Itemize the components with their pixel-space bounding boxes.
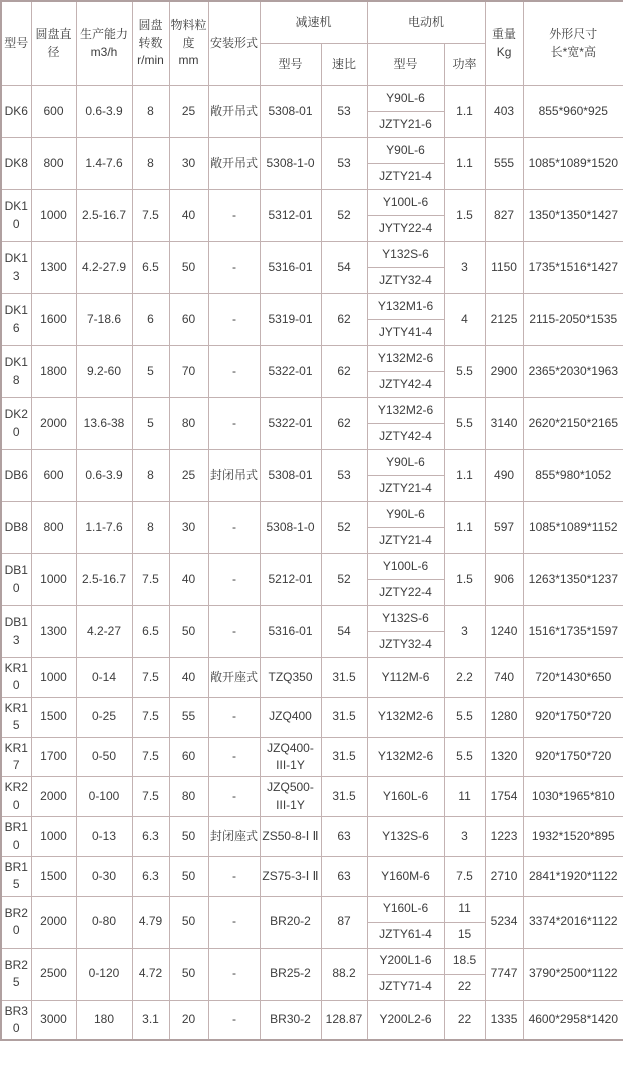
cell-rotation: 6.3 bbox=[132, 856, 169, 896]
cell-granularity: 50 bbox=[169, 856, 208, 896]
cell-model: KR15 bbox=[1, 697, 31, 737]
cell-dimensions: 3790*2500*1122 bbox=[523, 948, 623, 1000]
cell-motor-model: Y132M1-6 bbox=[367, 294, 444, 320]
cell-diameter: 1500 bbox=[31, 697, 76, 737]
cell-motor-model: JZTY21-4 bbox=[367, 164, 444, 190]
cell-motor-model: JZTY42-4 bbox=[367, 424, 444, 450]
cell-motor-model: Y200L2-6 bbox=[367, 1000, 444, 1040]
cell-motor-model: Y132S-6 bbox=[367, 817, 444, 857]
cell-diameter: 3000 bbox=[31, 1000, 76, 1040]
cell-model: DK13 bbox=[1, 242, 31, 294]
cell-dimensions: 3374*2016*1122 bbox=[523, 896, 623, 948]
table-row bbox=[1, 242, 623, 268]
cell-installation: - bbox=[208, 777, 260, 817]
cell-power: 18.5 bbox=[444, 948, 485, 974]
cell-motor-model: JZTY71-4 bbox=[367, 974, 444, 1000]
cell-granularity: 40 bbox=[169, 658, 208, 698]
cell-installation: 敞开吊式 bbox=[208, 138, 260, 190]
cell-rotation: 8 bbox=[132, 502, 169, 554]
cell-rotation: 6.3 bbox=[132, 817, 169, 857]
cell-model: BR10 bbox=[1, 817, 31, 857]
cell-motor-model: Y100L-6 bbox=[367, 554, 444, 580]
cell-power: 11 bbox=[444, 777, 485, 817]
header-motor-group: 电动机 bbox=[367, 1, 485, 44]
cell-installation: - bbox=[208, 242, 260, 294]
table-row bbox=[1, 398, 623, 424]
cell-motor-model: JZTY61-4 bbox=[367, 922, 444, 948]
cell-motor-model: JZTY21-4 bbox=[367, 528, 444, 554]
header-model: 型号 bbox=[1, 1, 31, 86]
cell-rotation: 7.5 bbox=[132, 658, 169, 698]
cell-motor-model: Y90L-6 bbox=[367, 86, 444, 112]
cell-capacity: 0-50 bbox=[76, 737, 132, 777]
cell-motor-model: Y160L-6 bbox=[367, 777, 444, 817]
cell-granularity: 50 bbox=[169, 242, 208, 294]
table-row bbox=[1, 606, 623, 632]
cell-capacity: 2.5-16.7 bbox=[76, 554, 132, 606]
table-row bbox=[1, 856, 623, 896]
table-row bbox=[1, 777, 623, 817]
cell-motor-model: JZTY32-4 bbox=[367, 632, 444, 658]
cell-reducer-model: 5308-1-0 bbox=[260, 138, 321, 190]
cell-weight: 740 bbox=[485, 658, 523, 698]
header-rotation: 圆盘转数 r/min bbox=[132, 1, 169, 86]
cell-power: 11 bbox=[444, 896, 485, 922]
table-row bbox=[1, 658, 623, 698]
cell-ratio: 52 bbox=[321, 554, 367, 606]
cell-diameter: 1000 bbox=[31, 554, 76, 606]
cell-model: DK10 bbox=[1, 190, 31, 242]
cell-ratio: 54 bbox=[321, 242, 367, 294]
cell-dimensions: 1085*1089*1520 bbox=[523, 138, 623, 190]
cell-ratio: 31.5 bbox=[321, 737, 367, 777]
header-weight: 重量 Kg bbox=[485, 1, 523, 86]
cell-ratio: 128.87 bbox=[321, 1000, 367, 1040]
cell-motor-model: Y160L-6 bbox=[367, 896, 444, 922]
table-row bbox=[1, 502, 623, 528]
cell-diameter: 1500 bbox=[31, 856, 76, 896]
cell-model: DB6 bbox=[1, 450, 31, 502]
cell-weight: 3140 bbox=[485, 398, 523, 450]
table-row bbox=[1, 948, 623, 974]
cell-capacity: 0-25 bbox=[76, 697, 132, 737]
cell-diameter: 1000 bbox=[31, 658, 76, 698]
table-row bbox=[1, 896, 623, 922]
cell-dimensions: 2365*2030*1963 bbox=[523, 346, 623, 398]
cell-diameter: 2000 bbox=[31, 777, 76, 817]
cell-weight: 1320 bbox=[485, 737, 523, 777]
cell-rotation: 8 bbox=[132, 86, 169, 138]
cell-ratio: 62 bbox=[321, 398, 367, 450]
cell-installation: - bbox=[208, 1000, 260, 1040]
cell-dimensions: 2115-2050*1535 bbox=[523, 294, 623, 346]
cell-rotation: 6 bbox=[132, 294, 169, 346]
table-row bbox=[1, 554, 623, 580]
cell-reducer-model: 5308-1-0 bbox=[260, 502, 321, 554]
cell-capacity: 4.2-27.9 bbox=[76, 242, 132, 294]
cell-dimensions: 1350*1350*1427 bbox=[523, 190, 623, 242]
cell-ratio: 53 bbox=[321, 450, 367, 502]
cell-weight: 5234 bbox=[485, 896, 523, 948]
cell-motor-model: JZTY21-6 bbox=[367, 112, 444, 138]
table-row bbox=[1, 294, 623, 320]
cell-ratio: 54 bbox=[321, 606, 367, 658]
cell-weight: 1240 bbox=[485, 606, 523, 658]
cell-weight: 1335 bbox=[485, 1000, 523, 1040]
cell-model: DK20 bbox=[1, 398, 31, 450]
cell-granularity: 40 bbox=[169, 554, 208, 606]
cell-power: 5.5 bbox=[444, 346, 485, 398]
cell-weight: 555 bbox=[485, 138, 523, 190]
cell-granularity: 70 bbox=[169, 346, 208, 398]
header-granularity: 物料粒度 mm bbox=[169, 1, 208, 86]
cell-ratio: 31.5 bbox=[321, 697, 367, 737]
cell-granularity: 80 bbox=[169, 398, 208, 450]
header-reducer-model: 型号 bbox=[260, 44, 321, 86]
cell-installation: - bbox=[208, 346, 260, 398]
cell-dimensions: 1030*1965*810 bbox=[523, 777, 623, 817]
header-diameter: 圆盘直径 bbox=[31, 1, 76, 86]
cell-dimensions: 1516*1735*1597 bbox=[523, 606, 623, 658]
cell-installation: - bbox=[208, 896, 260, 948]
cell-capacity: 180 bbox=[76, 1000, 132, 1040]
cell-capacity: 13.6-38 bbox=[76, 398, 132, 450]
cell-diameter: 1600 bbox=[31, 294, 76, 346]
cell-granularity: 30 bbox=[169, 138, 208, 190]
cell-power: 2.2 bbox=[444, 658, 485, 698]
cell-capacity: 0-30 bbox=[76, 856, 132, 896]
cell-motor-model: Y132M2-6 bbox=[367, 697, 444, 737]
table-row bbox=[1, 190, 623, 216]
cell-granularity: 55 bbox=[169, 697, 208, 737]
cell-capacity: 9.2-60 bbox=[76, 346, 132, 398]
cell-capacity: 0.6-3.9 bbox=[76, 86, 132, 138]
cell-granularity: 25 bbox=[169, 450, 208, 502]
cell-installation: - bbox=[208, 737, 260, 777]
cell-capacity: 0-14 bbox=[76, 658, 132, 698]
cell-motor-model: Y132M2-6 bbox=[367, 737, 444, 777]
table-row bbox=[1, 1000, 623, 1040]
cell-reducer-model: 5322-01 bbox=[260, 346, 321, 398]
cell-power: 1.1 bbox=[444, 502, 485, 554]
cell-motor-model: Y100L-6 bbox=[367, 190, 444, 216]
cell-diameter: 2500 bbox=[31, 948, 76, 1000]
cell-granularity: 50 bbox=[169, 606, 208, 658]
cell-weight: 1150 bbox=[485, 242, 523, 294]
cell-rotation: 6.5 bbox=[132, 242, 169, 294]
cell-model: DB10 bbox=[1, 554, 31, 606]
header-reducer-group: 减速机 bbox=[260, 1, 367, 44]
cell-model: BR20 bbox=[1, 896, 31, 948]
cell-installation: - bbox=[208, 856, 260, 896]
cell-model: DB13 bbox=[1, 606, 31, 658]
cell-weight: 1223 bbox=[485, 817, 523, 857]
cell-ratio: 53 bbox=[321, 86, 367, 138]
cell-rotation: 3.1 bbox=[132, 1000, 169, 1040]
cell-reducer-model: 5308-01 bbox=[260, 450, 321, 502]
cell-power: 3 bbox=[444, 242, 485, 294]
table-row bbox=[1, 697, 623, 737]
cell-diameter: 2000 bbox=[31, 896, 76, 948]
cell-dimensions: 1263*1350*1237 bbox=[523, 554, 623, 606]
cell-power: 5.5 bbox=[444, 737, 485, 777]
cell-weight: 906 bbox=[485, 554, 523, 606]
table-row bbox=[1, 346, 623, 372]
cell-weight: 490 bbox=[485, 450, 523, 502]
cell-model: DK6 bbox=[1, 86, 31, 138]
cell-granularity: 50 bbox=[169, 896, 208, 948]
cell-power: 4 bbox=[444, 294, 485, 346]
cell-motor-model: Y90L-6 bbox=[367, 138, 444, 164]
header-installation: 安装形式 bbox=[208, 1, 260, 86]
cell-power: 15 bbox=[444, 922, 485, 948]
cell-granularity: 50 bbox=[169, 817, 208, 857]
cell-ratio: 62 bbox=[321, 294, 367, 346]
cell-diameter: 1300 bbox=[31, 242, 76, 294]
cell-reducer-model: 5319-01 bbox=[260, 294, 321, 346]
cell-diameter: 600 bbox=[31, 86, 76, 138]
cell-motor-model: Y90L-6 bbox=[367, 450, 444, 476]
cell-installation: 封闭吊式 bbox=[208, 450, 260, 502]
cell-installation: - bbox=[208, 190, 260, 242]
cell-power: 1.5 bbox=[444, 190, 485, 242]
cell-granularity: 60 bbox=[169, 294, 208, 346]
cell-motor-model: Y132S-6 bbox=[367, 242, 444, 268]
cell-rotation: 6.5 bbox=[132, 606, 169, 658]
cell-rotation: 7.5 bbox=[132, 190, 169, 242]
cell-diameter: 1700 bbox=[31, 737, 76, 777]
cell-reducer-model: JZQ400 bbox=[260, 697, 321, 737]
cell-installation: - bbox=[208, 554, 260, 606]
cell-rotation: 8 bbox=[132, 138, 169, 190]
cell-model: DB8 bbox=[1, 502, 31, 554]
cell-granularity: 40 bbox=[169, 190, 208, 242]
cell-reducer-model: TZQ350 bbox=[260, 658, 321, 698]
cell-weight: 597 bbox=[485, 502, 523, 554]
cell-motor-model: Y132M2-6 bbox=[367, 346, 444, 372]
cell-model: BR30 bbox=[1, 1000, 31, 1040]
cell-reducer-model: BR25-2 bbox=[260, 948, 321, 1000]
cell-reducer-model: ZS50-8-Ⅰ Ⅱ bbox=[260, 817, 321, 857]
cell-capacity: 1.4-7.6 bbox=[76, 138, 132, 190]
cell-reducer-model: 5312-01 bbox=[260, 190, 321, 242]
cell-reducer-model: JZQ400-III-1Y bbox=[260, 737, 321, 777]
cell-power: 1.5 bbox=[444, 554, 485, 606]
cell-dimensions: 920*1750*720 bbox=[523, 737, 623, 777]
cell-ratio: 53 bbox=[321, 138, 367, 190]
cell-ratio: 88.2 bbox=[321, 948, 367, 1000]
cell-dimensions: 855*980*1052 bbox=[523, 450, 623, 502]
cell-motor-model: Y132M2-6 bbox=[367, 398, 444, 424]
cell-capacity: 0-13 bbox=[76, 817, 132, 857]
table-row bbox=[1, 737, 623, 777]
cell-dimensions: 920*1750*720 bbox=[523, 697, 623, 737]
header-motor-model: 型号 bbox=[367, 44, 444, 86]
cell-capacity: 4.2-27 bbox=[76, 606, 132, 658]
header-dimensions: 外形尺寸 长*宽*高 bbox=[523, 1, 623, 86]
cell-installation: 敞开吊式 bbox=[208, 86, 260, 138]
cell-diameter: 1000 bbox=[31, 817, 76, 857]
cell-motor-model: JYTY22-4 bbox=[367, 216, 444, 242]
cell-model: KR20 bbox=[1, 777, 31, 817]
cell-motor-model: Y132S-6 bbox=[367, 606, 444, 632]
cell-weight: 2125 bbox=[485, 294, 523, 346]
cell-dimensions: 4600*2958*1420 bbox=[523, 1000, 623, 1040]
cell-reducer-model: 5316-01 bbox=[260, 242, 321, 294]
table-row bbox=[1, 86, 623, 112]
cell-weight: 7747 bbox=[485, 948, 523, 1000]
cell-reducer-model: JZQ500-III-1Y bbox=[260, 777, 321, 817]
cell-model: KR10 bbox=[1, 658, 31, 698]
cell-dimensions: 2841*1920*1122 bbox=[523, 856, 623, 896]
cell-ratio: 52 bbox=[321, 190, 367, 242]
cell-diameter: 800 bbox=[31, 502, 76, 554]
cell-installation: 敞开座式 bbox=[208, 658, 260, 698]
cell-model: KR17 bbox=[1, 737, 31, 777]
cell-dimensions: 720*1430*650 bbox=[523, 658, 623, 698]
cell-diameter: 2000 bbox=[31, 398, 76, 450]
cell-granularity: 30 bbox=[169, 502, 208, 554]
cell-granularity: 25 bbox=[169, 86, 208, 138]
cell-power: 22 bbox=[444, 1000, 485, 1040]
cell-installation: - bbox=[208, 398, 260, 450]
cell-model: DK16 bbox=[1, 294, 31, 346]
header-power: 功率 bbox=[444, 44, 485, 86]
cell-diameter: 1000 bbox=[31, 190, 76, 242]
cell-diameter: 800 bbox=[31, 138, 76, 190]
header-ratio: 速比 bbox=[321, 44, 367, 86]
cell-capacity: 0-120 bbox=[76, 948, 132, 1000]
cell-dimensions: 1085*1089*1152 bbox=[523, 502, 623, 554]
cell-ratio: 62 bbox=[321, 346, 367, 398]
cell-motor-model: JYTY41-4 bbox=[367, 320, 444, 346]
cell-weight: 1280 bbox=[485, 697, 523, 737]
cell-dimensions: 1932*1520*895 bbox=[523, 817, 623, 857]
cell-weight: 2900 bbox=[485, 346, 523, 398]
cell-ratio: 52 bbox=[321, 502, 367, 554]
cell-rotation: 4.72 bbox=[132, 948, 169, 1000]
cell-model: DK8 bbox=[1, 138, 31, 190]
cell-reducer-model: ZS75-3-Ⅰ Ⅱ bbox=[260, 856, 321, 896]
table-row bbox=[1, 138, 623, 164]
cell-model: BR25 bbox=[1, 948, 31, 1000]
cell-power: 1.1 bbox=[444, 86, 485, 138]
table-row bbox=[1, 450, 623, 476]
cell-capacity: 0-100 bbox=[76, 777, 132, 817]
cell-rotation: 7.5 bbox=[132, 737, 169, 777]
cell-model: DK18 bbox=[1, 346, 31, 398]
cell-capacity: 2.5-16.7 bbox=[76, 190, 132, 242]
cell-ratio: 31.5 bbox=[321, 658, 367, 698]
cell-motor-model: Y112M-6 bbox=[367, 658, 444, 698]
cell-power: 5.5 bbox=[444, 697, 485, 737]
cell-ratio: 63 bbox=[321, 856, 367, 896]
cell-power: 3 bbox=[444, 817, 485, 857]
cell-dimensions: 855*960*925 bbox=[523, 86, 623, 138]
cell-weight: 403 bbox=[485, 86, 523, 138]
cell-motor-model: Y200L1-6 bbox=[367, 948, 444, 974]
cell-capacity: 7-18.6 bbox=[76, 294, 132, 346]
cell-ratio: 31.5 bbox=[321, 777, 367, 817]
cell-motor-model: JZTY32-4 bbox=[367, 268, 444, 294]
cell-diameter: 600 bbox=[31, 450, 76, 502]
cell-reducer-model: BR20-2 bbox=[260, 896, 321, 948]
cell-ratio: 87 bbox=[321, 896, 367, 948]
cell-rotation: 7.5 bbox=[132, 554, 169, 606]
cell-model: BR15 bbox=[1, 856, 31, 896]
cell-rotation: 8 bbox=[132, 450, 169, 502]
cell-motor-model: Y160M-6 bbox=[367, 856, 444, 896]
cell-rotation: 5 bbox=[132, 398, 169, 450]
cell-diameter: 1800 bbox=[31, 346, 76, 398]
header-row-1 bbox=[1, 1, 623, 44]
cell-motor-model: JZTY42-4 bbox=[367, 372, 444, 398]
table-row bbox=[1, 817, 623, 857]
cell-granularity: 20 bbox=[169, 1000, 208, 1040]
cell-motor-model: Y90L-6 bbox=[367, 502, 444, 528]
cell-capacity: 0-80 bbox=[76, 896, 132, 948]
cell-motor-model: JZTY22-4 bbox=[367, 580, 444, 606]
cell-reducer-model: 5308-01 bbox=[260, 86, 321, 138]
cell-installation: - bbox=[208, 948, 260, 1000]
cell-rotation: 7.5 bbox=[132, 697, 169, 737]
cell-granularity: 50 bbox=[169, 948, 208, 1000]
cell-power: 22 bbox=[444, 974, 485, 1000]
cell-motor-model: JZTY21-4 bbox=[367, 476, 444, 502]
cell-installation: - bbox=[208, 294, 260, 346]
cell-capacity: 1.1-7.6 bbox=[76, 502, 132, 554]
cell-capacity: 0.6-3.9 bbox=[76, 450, 132, 502]
cell-weight: 1754 bbox=[485, 777, 523, 817]
cell-installation: - bbox=[208, 697, 260, 737]
cell-dimensions: 1735*1516*1427 bbox=[523, 242, 623, 294]
cell-reducer-model: BR30-2 bbox=[260, 1000, 321, 1040]
cell-installation: - bbox=[208, 606, 260, 658]
cell-granularity: 80 bbox=[169, 777, 208, 817]
cell-installation: 封闭座式 bbox=[208, 817, 260, 857]
cell-power: 1.1 bbox=[444, 450, 485, 502]
cell-rotation: 5 bbox=[132, 346, 169, 398]
cell-reducer-model: 5322-01 bbox=[260, 398, 321, 450]
cell-granularity: 60 bbox=[169, 737, 208, 777]
cell-dimensions: 2620*2150*2165 bbox=[523, 398, 623, 450]
cell-power: 1.1 bbox=[444, 138, 485, 190]
cell-weight: 2710 bbox=[485, 856, 523, 896]
cell-reducer-model: 5212-01 bbox=[260, 554, 321, 606]
table-body bbox=[1, 86, 623, 1041]
table-header bbox=[1, 1, 623, 86]
cell-rotation: 4.79 bbox=[132, 896, 169, 948]
cell-rotation: 7.5 bbox=[132, 777, 169, 817]
cell-ratio: 63 bbox=[321, 817, 367, 857]
cell-reducer-model: 5316-01 bbox=[260, 606, 321, 658]
header-capacity: 生产能力 m3/h bbox=[76, 1, 132, 86]
cell-weight: 827 bbox=[485, 190, 523, 242]
cell-installation: - bbox=[208, 502, 260, 554]
cell-power: 7.5 bbox=[444, 856, 485, 896]
cell-diameter: 1300 bbox=[31, 606, 76, 658]
cell-power: 5.5 bbox=[444, 398, 485, 450]
cell-power: 3 bbox=[444, 606, 485, 658]
